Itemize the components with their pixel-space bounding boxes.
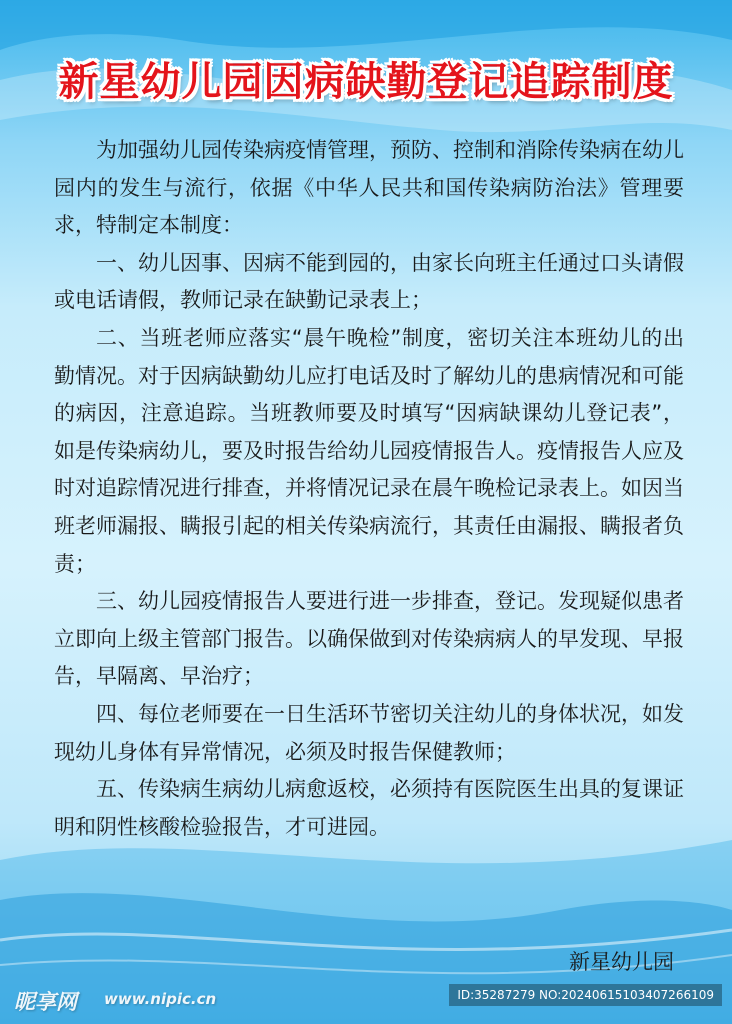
rule-item-2: 二、当班老师应落实“晨午晚检”制度，密切关注本班幼儿的出勤情况。对于因病缺勤幼儿应打电话及时了解幼儿的患病情况和可能的病因，注意追踪。当班教师要及时填写“因病缺课幼儿登记表”，如是传染病幼儿，要及时报告给幼儿园疫情报告人。疫情报告人应及时对追踪情况进行排查，并将情况记录在晨午晚检记录表上。如因当班老师漏报、瞒报引起的相关传染病流行，其责任由漏报、瞒报者负责； — [54, 325, 684, 576]
page-title: 新星幼儿园因病缺勤登记追踪制度 — [58, 59, 674, 105]
rule-item-1: 一、幼儿因事、因病不能到园的，由家长向班主任通过口头请假或电话请假，教师记录在缺勤记录表上； — [54, 250, 684, 313]
intro-paragraph: 为加强幼儿园传染病疫情管理，预防、控制和消除传染病在幼儿园内的发生与流行，依据《中华人民共和国传染病防治法》管理要求，特制定本制度： — [54, 138, 684, 238]
rule-item-5: 五、传染病生病幼儿病愈返校，必须持有医院医生出具的复课证明和阴性核酸检验报告，才可进园。 — [54, 777, 684, 839]
watermark-url: www.nipic.cn — [104, 990, 217, 1008]
rule-item-4: 四、每位老师要在一日生活环节密切关注幼儿的身体状况，如发现幼儿身体有异常情况，必须及时报告保健教师； — [54, 701, 684, 764]
regulation-body — [54, 132, 684, 846]
watermark-id: ID:35287279 NO:20240615103407266109 — [449, 984, 722, 1006]
rule-item-3: 三、幼儿园疫情报告人要进行进一步排查，登记。发现疑似患者立即向上级主管部门报告。以确保做到对传染病病人的早发现、早报告，早隔离、早治疗； — [54, 589, 684, 689]
watermark-logo: 昵享网 — [14, 990, 77, 1014]
signature: 新星幼儿园 — [569, 950, 674, 974]
